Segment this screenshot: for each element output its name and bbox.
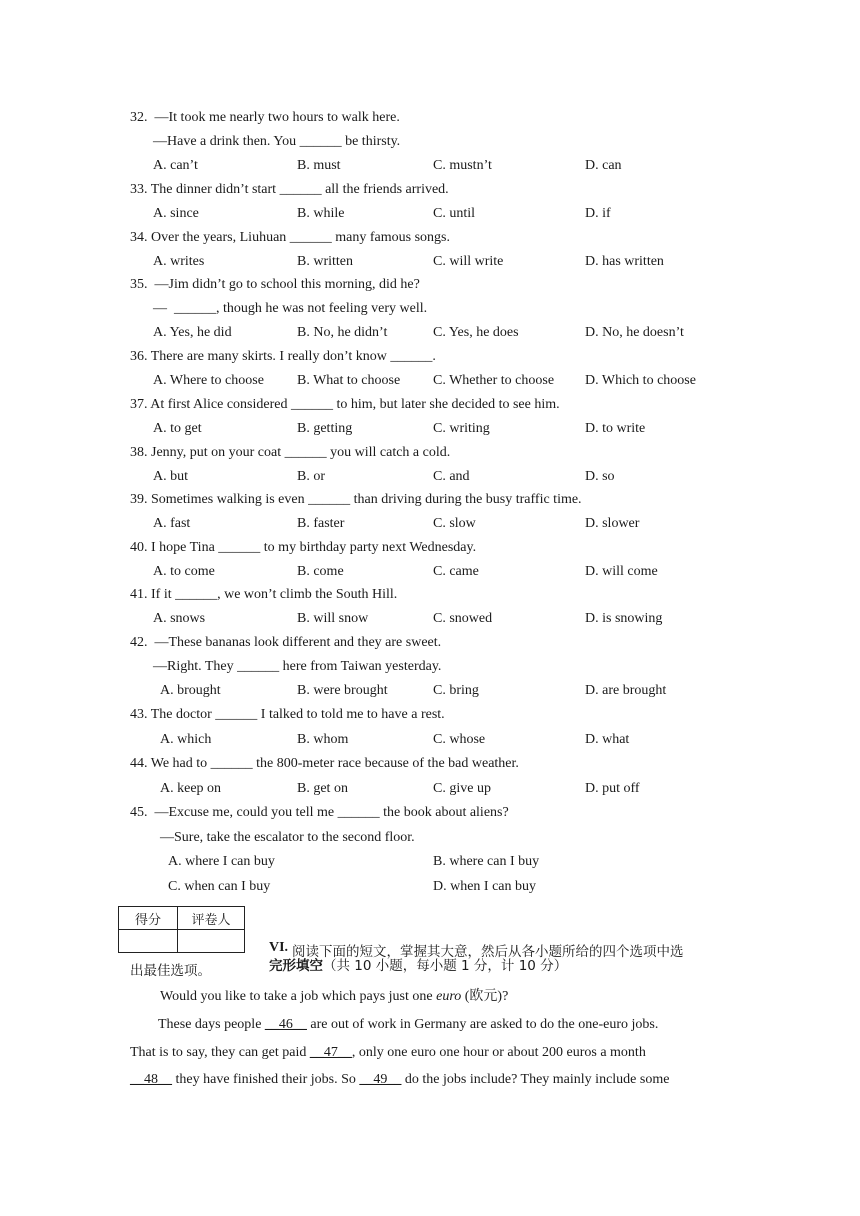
question-45-option-d: D. when I can buy: [433, 879, 537, 894]
passage-text: That is to say, they can get paid: [130, 1045, 310, 1060]
question-45-option-a: A. where I can buy: [168, 854, 275, 869]
grader-cell: [178, 930, 245, 953]
passage-text: they have finished their jobs. So: [172, 1072, 360, 1087]
question-40-option-d: D. will come: [585, 564, 658, 579]
question-45-line2: —Sure, take the escalator to the second floor.: [160, 830, 415, 845]
question-39-option-b: B. faster: [297, 516, 345, 531]
question-42-option-d: D. are brought: [585, 683, 667, 698]
section-instruction-2: 出最佳选项。: [130, 963, 211, 979]
question-40-option-c: C. came: [433, 564, 479, 579]
score-header: 得分: [119, 907, 178, 930]
question-41-option-a: A. snows: [153, 611, 206, 626]
question-44-option-c: C. give up: [433, 781, 491, 796]
question-41-option-d: D. is snowing: [585, 611, 663, 626]
question-35-line2: — ______, though he was not feeling very well.: [153, 301, 428, 316]
question-37-option-c: C. writing: [433, 421, 490, 436]
question-41-option-b: B. will snow: [297, 611, 369, 626]
question-35-stem: 35. —Jim didn’t go to school this morning, did he?: [130, 277, 420, 292]
question-39-option-d: D. slower: [585, 516, 640, 531]
passage-text: , only one euro one hour or about 200 euros a month: [351, 1045, 646, 1060]
passage-text: Would you like to take a job which pays just one: [160, 989, 437, 1004]
question-37-option-b: B. getting: [297, 421, 353, 436]
question-40-option-b: B. come: [297, 564, 344, 579]
question-44-option-d: D. put off: [585, 781, 640, 796]
question-45-stem: 45. —Excuse me, could you tell me ______ the book about aliens?: [130, 805, 509, 820]
passage-line-3: [130, 1044, 646, 1062]
question-34-stem: 34. Over the years, Liuhuan ______ many famous songs.: [130, 230, 450, 245]
question-33-stem: 33. The dinner didn’t start ______ all the friends arrived.: [130, 182, 449, 197]
question-38-option-b: B. or: [297, 469, 325, 484]
question-43-option-b: B. whom: [297, 732, 349, 747]
question-42-stem: 42. —These bananas look different and they are sweet.: [130, 635, 442, 650]
question-33-option-b: B. while: [297, 206, 345, 221]
question-40-option-a: A. to come: [153, 564, 215, 579]
question-39-option-c: C. slow: [433, 516, 476, 531]
grader-header: 评卷人: [178, 907, 245, 930]
question-36-stem: 36. There are many skirts. I really don’t know ______.: [130, 349, 436, 364]
question-32-option-d: D. can: [585, 158, 622, 173]
question-36-option-c: C. Whether to choose: [433, 373, 555, 388]
question-36-option-d: D. Which to choose: [585, 373, 696, 388]
question-38-option-a: A. but: [153, 469, 188, 484]
blank-47: __47__: [309, 1045, 352, 1060]
question-42-option-b: B. were brought: [297, 683, 388, 698]
question-34-option-c: C. will write: [433, 254, 504, 269]
question-42-line2: —Right. They ______ here from Taiwan yesterday.: [153, 659, 442, 674]
question-40-stem: 40. I hope Tina ______ to my birthday party next Wednesday.: [130, 540, 477, 555]
question-32-option-b: B. must: [297, 158, 341, 173]
question-36-option-a: A. Where to choose: [153, 373, 264, 388]
question-44-stem: 44. We had to ______ the 800-meter race because of the bad weather.: [130, 756, 519, 771]
passage-line-2: [158, 1016, 658, 1034]
question-34-option-b: B. written: [297, 254, 353, 269]
question-43-option-d: D. what: [585, 732, 630, 747]
question-32-option-a: A. can’t: [153, 158, 198, 173]
question-33-option-c: C. until: [433, 206, 476, 221]
question-32-option-c: C. mustn’t: [433, 158, 492, 173]
question-41-stem: 41. If it ______, we won’t climb the South Hill.: [130, 587, 398, 602]
question-38-stem: 38. Jenny, put on your coat ______ you will catch a cold.: [130, 445, 451, 460]
question-43-option-c: C. whose: [433, 732, 486, 747]
question-42-option-a: A. brought: [160, 683, 221, 698]
blank-46: __46__: [264, 1017, 307, 1032]
blank-48: __48__: [130, 1072, 172, 1087]
question-43-option-a: A. which: [160, 732, 212, 747]
section-number: VI.: [269, 940, 289, 955]
question-38-option-d: D. so: [585, 469, 615, 484]
question-44-option-a: A. keep on: [160, 781, 222, 796]
section-title: 完形填空: [269, 958, 323, 974]
passage-emphasis: euro: [436, 989, 462, 1004]
question-38-option-c: C. and: [433, 469, 470, 484]
question-32-line2: —Have a drink then. You ______ be thirsty.: [153, 134, 401, 149]
question-44-option-b: B. get on: [297, 781, 348, 796]
question-34-option-d: D. has written: [585, 254, 664, 269]
passage-line-4: [130, 1071, 669, 1089]
question-45-option-c: C. when can I buy: [168, 879, 271, 894]
question-35-option-d: D. No, he doesn’t: [585, 325, 684, 340]
question-37-stem: 37. At first Alice considered ______ to him, but later she decided to see him.: [130, 397, 560, 412]
section-note: （共 10 小题，每小题 1 分，计 10 分）: [323, 958, 568, 974]
passage-text: (欧元)?: [461, 989, 509, 1004]
passage-text: do the jobs include? They mainly include some: [401, 1072, 670, 1087]
question-39-stem: 39. Sometimes walking is even ______ than driving during the busy traffic time.: [130, 492, 582, 507]
question-39-option-a: A. fast: [153, 516, 191, 531]
question-36-option-b: B. What to choose: [297, 373, 401, 388]
score-table: [118, 906, 245, 953]
question-33-option-a: A. since: [153, 206, 199, 221]
passage-text: are out of work in Germany are asked to do the one-euro jobs.: [306, 1017, 659, 1032]
section-instruction-1: 阅读下面的短文，掌握其大意，然后从各小题所给的四个选项中选: [292, 944, 684, 960]
question-34-option-a: A. writes: [153, 254, 205, 269]
passage-text: These days people: [158, 1017, 265, 1032]
question-42-option-c: C. bring: [433, 683, 479, 698]
passage-line-1: [160, 988, 508, 1006]
question-45-option-b: B. where can I buy: [433, 854, 540, 869]
question-37-option-a: A. to get: [153, 421, 202, 436]
question-35-option-c: C. Yes, he does: [433, 325, 519, 340]
question-37-option-d: D. to write: [585, 421, 646, 436]
question-33-option-d: D. if: [585, 206, 611, 221]
question-35-option-b: B. No, he didn’t: [297, 325, 388, 340]
question-32-stem: 32. —It took me nearly two hours to walk here.: [130, 110, 400, 125]
blank-49: __49__: [359, 1072, 402, 1087]
score-cell: [119, 930, 178, 953]
question-35-option-a: A. Yes, he did: [153, 325, 232, 340]
question-43-stem: 43. The doctor ______ I talked to told me to have a rest.: [130, 707, 445, 722]
question-41-option-c: C. snowed: [433, 611, 493, 626]
